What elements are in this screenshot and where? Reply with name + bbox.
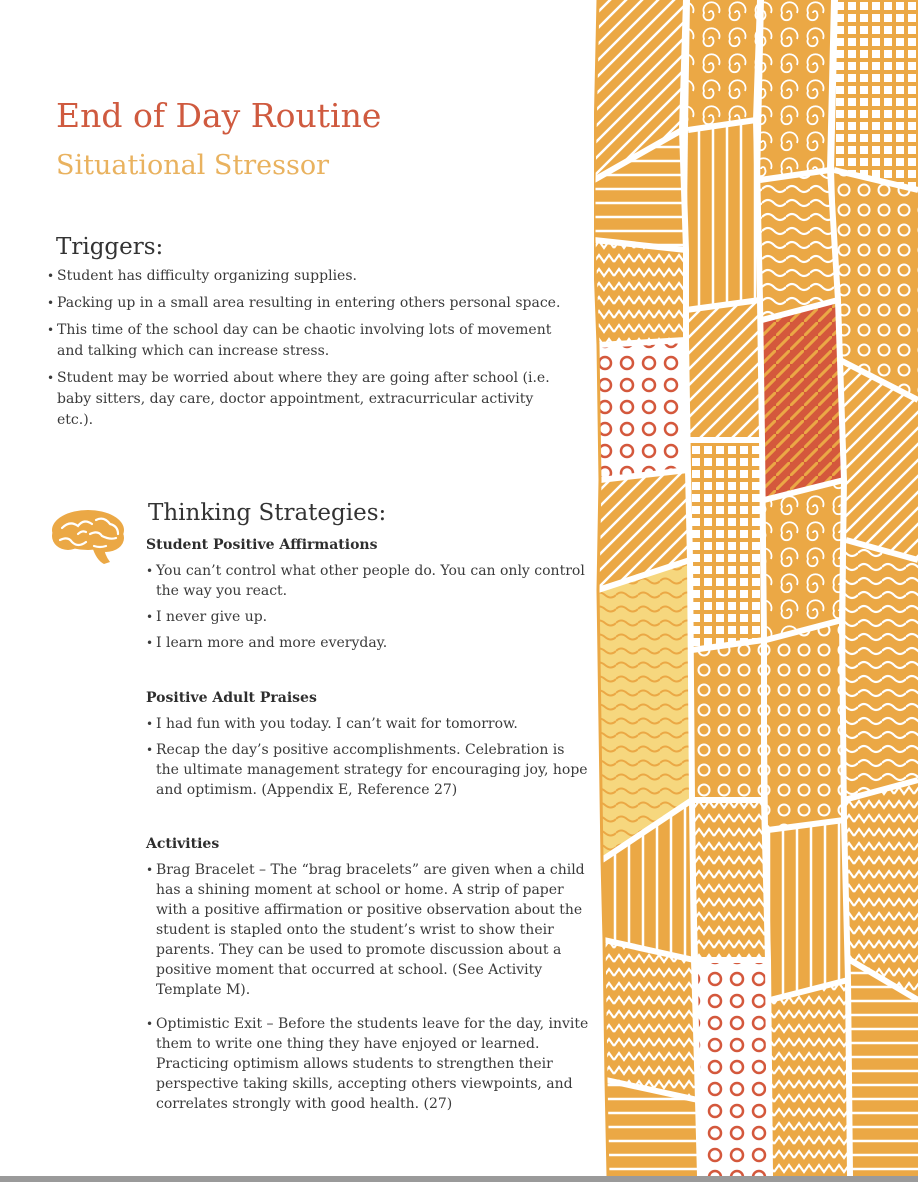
page-subtitle: Situational Stressor [56, 150, 330, 181]
triggers-list [47, 266, 567, 437]
praises-section [146, 688, 591, 806]
list-item: • Student has difficulty organizing supplies. [47, 266, 567, 287]
list-item: • I learn more and more everyday. [146, 633, 591, 653]
page-bottom-bar [0, 1176, 918, 1182]
list-item: • Student may be worried about where they are going after school (i.e. baby sitters, day care, doctor appointment, extracurricular activity etc.). [47, 368, 567, 431]
page-title: End of Day Routine [56, 96, 382, 135]
list-item: • I had fun with you today. I can’t wait for tomorrow. [146, 714, 591, 734]
brain-icon [48, 506, 128, 566]
thinking-strategies-heading: Thinking Strategies: [148, 500, 387, 526]
praises-heading: Positive Adult Praises [146, 690, 317, 706]
list-item: • Brag Bracelet – The “brag bracelets” are given when a child has a shining moment at school or home. A strip of paper with a positive affirmation or positive observation about the student is stapled onto the student’s wrist to show their parents. They can be used to promote discussion about a positive moment that occurred at school. (See Activity Template M). [146, 860, 591, 1000]
triggers-heading: Triggers: [56, 234, 164, 260]
list-item: • This time of the school day can be chaotic involving lots of movement and talking which can increase stress. [47, 320, 567, 362]
affirmations-heading: Student Positive Affirmations [146, 537, 378, 553]
affirmations-section [146, 535, 591, 659]
activities-section [146, 834, 591, 1120]
list-item: • Packing up in a small area resulting in entering others personal space. [47, 293, 567, 314]
activities-heading: Activities [146, 836, 220, 852]
list-item: • Recap the day’s positive accomplishments. Celebration is the ultimate management strategy for encouraging joy, hope and optimism. (Appendix E, Reference 27) [146, 740, 591, 800]
decorative-pattern-art [594, 0, 918, 1176]
list-item: • You can’t control what other people do. You can only control the way you react. [146, 561, 591, 601]
list-item: • I never give up. [146, 607, 591, 627]
list-item: • Optimistic Exit – Before the students leave for the day, invite them to write one thing they have enjoyed or learned. Practicing optimism allows students to strengthen their perspective taking skills, accepting others viewpoints, and correlates strongly with good health. (27) [146, 1014, 591, 1114]
